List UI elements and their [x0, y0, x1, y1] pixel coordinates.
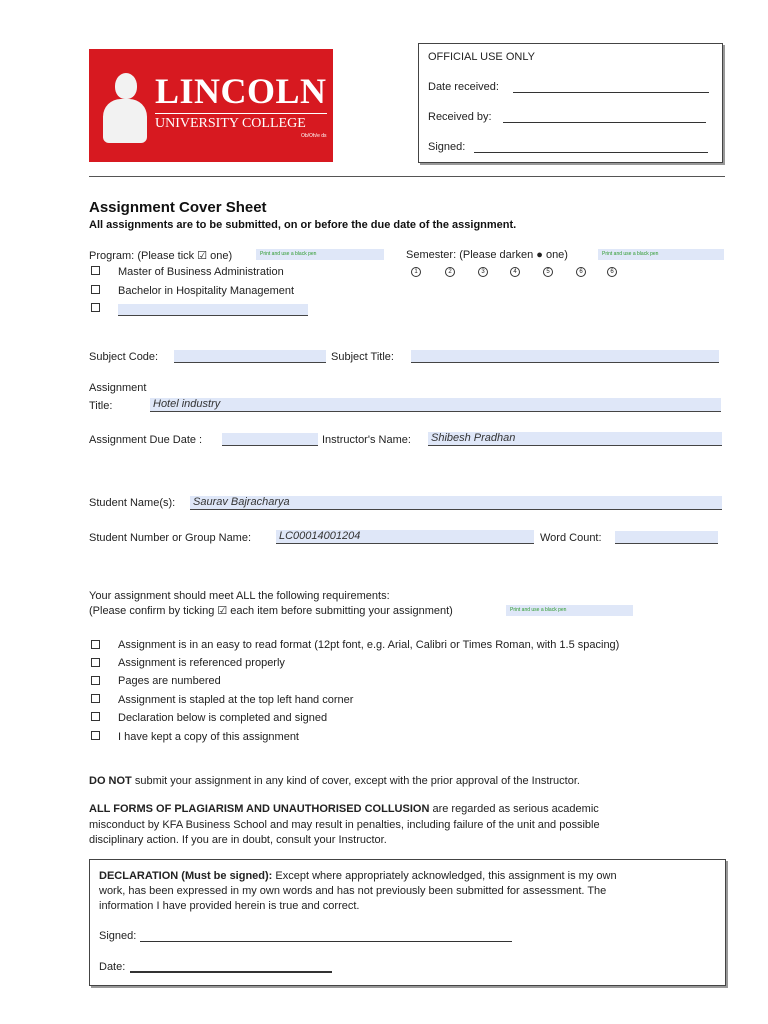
declaration-date-label: Date:	[99, 961, 126, 973]
lincoln-logo	[89, 49, 333, 162]
plagiarism-note-text: are regarded as serious academic	[429, 803, 599, 815]
requirement-checkbox-declaration[interactable]	[91, 712, 100, 721]
program-option-bhm: Bachelor in Hospitality Management	[118, 285, 295, 297]
date-received-label: Date received:	[428, 81, 499, 93]
title-label: Title:	[89, 400, 113, 412]
logo-name: LINCOLN	[155, 70, 327, 111]
declaration-line2: work, has been expressed in my own words and has not previously been submitted for assessment. The	[99, 885, 607, 897]
program-instruction: (Please tick ☑ one)	[137, 250, 233, 262]
plagiarism-note-line3: disciplinary action. If you are in doubt, consult your Instructor.	[89, 834, 387, 846]
requirement-checkbox-referenced[interactable]	[91, 658, 100, 667]
requirements-instruction: (Please confirm by ticking ☑ each item before submitting your assignment)	[89, 605, 453, 617]
declaration-signed-line[interactable]	[140, 941, 512, 942]
subject-title-label: Subject Title:	[331, 351, 394, 363]
semester-option-3[interactable]: 3	[478, 267, 488, 277]
assignment-title-value: Hotel industry	[153, 398, 221, 410]
page-title: Assignment Cover Sheet	[89, 199, 267, 216]
semester-option-1[interactable]: 1	[411, 267, 421, 277]
declaration-text: Except where appropriately acknowledged, this assignment is my own	[272, 870, 617, 882]
subject-code-field[interactable]	[174, 350, 326, 363]
student-number-label: Student Number or Group Name:	[89, 532, 252, 544]
cover-note	[89, 775, 580, 787]
logo-subtitle: UNIVERSITY COLLEGE	[155, 113, 327, 132]
program-checkbox-mba[interactable]	[91, 266, 100, 275]
subject-title-field[interactable]	[411, 350, 719, 363]
program-checkbox-bhm[interactable]	[91, 285, 100, 294]
student-number-value: LC00014001204	[279, 530, 361, 542]
assignment-title-field[interactable]	[150, 398, 721, 412]
lincoln-bust-icon	[103, 69, 147, 143]
due-date-field[interactable]	[222, 433, 318, 446]
requirement-copy: I have kept a copy of this assignment	[118, 731, 299, 743]
program-label: Program:	[89, 250, 135, 262]
instructor-label: Instructor's Name:	[322, 434, 411, 446]
semester-header	[406, 249, 568, 261]
instructor-value: Shibesh Pradhan	[431, 432, 516, 444]
subject-code-label: Subject Code:	[89, 351, 159, 363]
requirement-referenced: Assignment is referenced properly	[118, 657, 285, 669]
logo-tagline: Ob/Oh/e ds	[300, 132, 327, 139]
requirement-checkbox-stapled[interactable]	[91, 694, 100, 703]
student-number-field[interactable]	[276, 530, 534, 544]
semester-option-6a[interactable]: 6	[576, 267, 586, 277]
semester-option-6b[interactable]: 6	[607, 267, 617, 277]
official-signed-label: Signed:	[428, 141, 466, 153]
requirement-checkbox-format[interactable]	[91, 640, 100, 649]
requirement-stapled: Assignment is stapled at the top left hand corner	[118, 694, 354, 706]
semester-option-4[interactable]: 4	[510, 267, 520, 277]
requirement-checkbox-pages[interactable]	[91, 676, 100, 685]
requirement-pages: Pages are numbered	[118, 675, 221, 687]
cover-note-bold: DO NOT	[89, 775, 132, 787]
date-received-line[interactable]	[513, 92, 709, 93]
semester-instruction: (Please darken ● one)	[459, 249, 568, 261]
due-date-label: Assignment Due Date :	[89, 434, 203, 446]
semester-label: Semester:	[406, 249, 457, 261]
declaration-signed-label: Signed:	[99, 930, 137, 942]
received-by-line[interactable]	[503, 122, 706, 123]
plagiarism-note-line1	[89, 803, 599, 815]
word-count-field[interactable]	[615, 531, 718, 544]
official-use-box	[418, 43, 723, 163]
header-separator	[89, 176, 725, 177]
received-by-label: Received by:	[428, 111, 492, 123]
page-subtitle: All assignments are to be submitted, on or before the due date of the assignment.	[89, 219, 517, 231]
requirements-heading: Your assignment should meet ALL the following requirements:	[89, 590, 390, 602]
semester-option-2[interactable]: 2	[445, 267, 455, 277]
official-signed-line[interactable]	[474, 152, 708, 153]
cover-note-text: submit your assignment in any kind of cover, except with the prior approval of the Instructor.	[131, 775, 580, 787]
word-count-label: Word Count:	[540, 532, 602, 544]
student-names-label: Student Name(s):	[89, 497, 176, 509]
student-names-value: Saurav Bajracharya	[193, 496, 290, 508]
declaration-bold: DECLARATION (Must be signed):	[99, 870, 273, 882]
requirements-hint: Print and use a black pen	[506, 605, 633, 616]
plagiarism-note-bold: ALL FORMS OF PLAGIARISM AND UNAUTHORISED COLLUSION	[89, 803, 430, 815]
program-checkbox-other[interactable]	[91, 303, 100, 312]
student-names-field[interactable]	[190, 496, 722, 510]
declaration-line1	[99, 870, 617, 882]
semester-option-5[interactable]: 5	[543, 267, 553, 277]
declaration-box	[89, 859, 726, 986]
declaration-line3: information I have provided herein is true and correct.	[99, 900, 360, 912]
semester-hint: Print and use a black pen	[598, 249, 724, 260]
program-other-field[interactable]	[118, 304, 308, 316]
program-header	[89, 249, 232, 262]
requirement-format: Assignment is in an easy to read format (12pt font, e.g. Arial, Calibri or Times Roman, with 1.5 spacing)	[118, 639, 620, 651]
requirement-checkbox-copy[interactable]	[91, 731, 100, 740]
program-option-mba: Master of Business Administration	[118, 266, 284, 278]
declaration-date-line[interactable]	[130, 971, 332, 973]
plagiarism-note-line2: misconduct by KFA Business School and may result in penalties, including failure of the unit and possible	[89, 819, 600, 831]
assignment-label: Assignment	[89, 382, 147, 394]
official-use-title: OFFICIAL USE ONLY	[428, 51, 535, 63]
program-hint: Print and use a black pen	[256, 249, 384, 260]
requirement-declaration: Declaration below is completed and signed	[118, 712, 328, 724]
instructor-field[interactable]	[428, 432, 722, 446]
